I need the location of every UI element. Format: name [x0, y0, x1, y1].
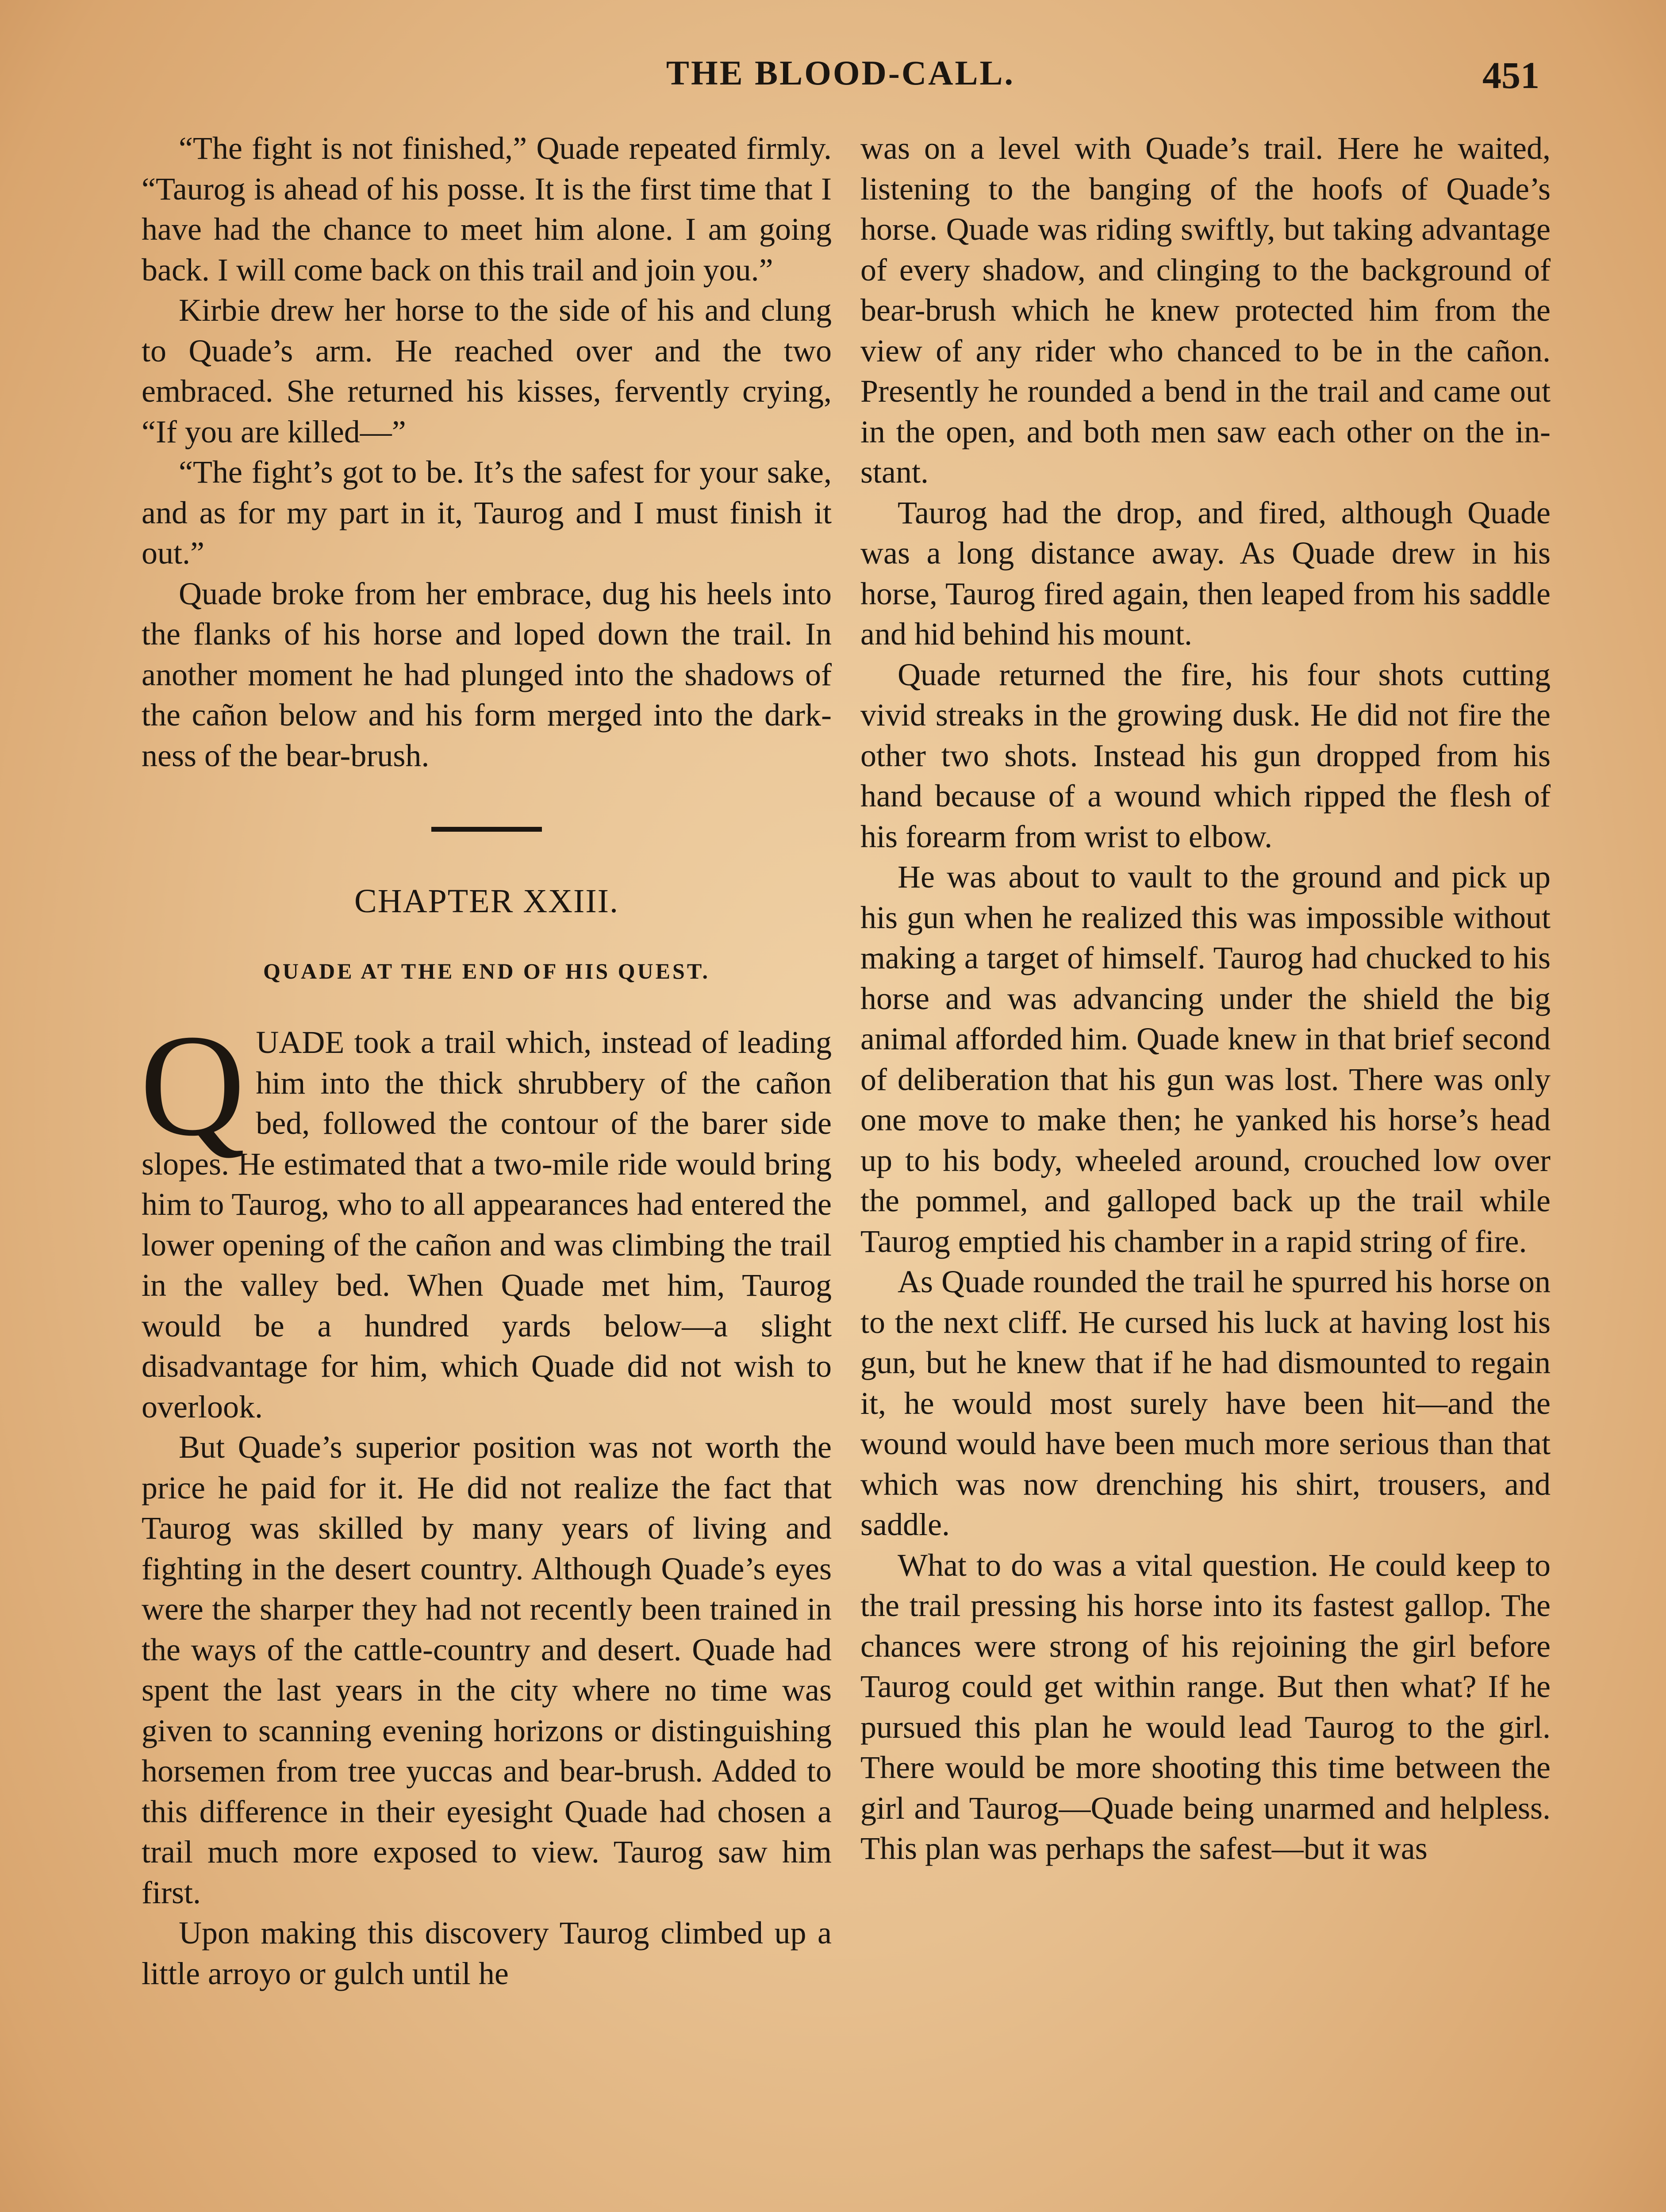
paragraph: What to do was a vital question. He could keep to the trail pressing his horse into its fastest gallop. The chances were strong of his rejoining the girl before Taurog could get within range. But then what? If he pursued this plan he would lead Taurog to the girl. There would be more shooting this time between the girl and Taurog—Quade being unarmed and helpless. This plan was perhaps the safest—but it was: [860, 1547, 1551, 1866]
paragraph-text: UADE took a trail which, instead of leading him into the thick shrubbery of the cañon bed, followed the contour of the barer side slopes. He estimated that a two-mile ride would bring him to Taurog, who to all appearances had entered the lower opening of the cañon and was climbing the trail in the valley bed. When Quade met him, Taurog would be a hundred yards below—a slight disadvantage for him, which Quade did not wish to overlook.: [142, 1025, 832, 1425]
paragraph: Upon making this discovery Taurog climbed up a little arroyo or gulch until he: [142, 1915, 832, 1991]
paragraph: “The fight is not finished,” Quade repeated firmly. “Taurog is ahead of his posse. It is the first time that I have had the chance to meet him alone. I am going back. I will come back on this trail and join you.”: [142, 131, 832, 288]
paragraph-continuation: was on a level with Quade’s trail. Here he waited, listening to the banging of the hoofs of Quade’s horse. Quade was riding swiftly, but taking advantage of every shadow, and clinging to the background of bear-brush which he knew protected him from the view of any rider who chanced to be in the cañon. Presently he rounded a bend in the trail and came out in the open, and both men saw each other on the instant.: [860, 131, 1551, 490]
page-header: [142, 53, 1539, 102]
page-number: 451: [1482, 54, 1539, 96]
left-column: [142, 128, 832, 1994]
paragraph: As Quade rounded the trail he spurred his horse on to the next cliff. He cursed his luck at having lost his gun, but he knew that if he had dismounted to regain it, he would most surely have been hit—and the wound would have been much more serious than that which was now drenching his shirt, trousers, and saddle.: [860, 1264, 1551, 1542]
right-column: [860, 128, 1551, 1869]
running-title: THE BLOOD-CALL.: [666, 54, 1015, 92]
chapter-subtitle: QUADE AT THE END OF HIS QUEST.: [263, 958, 710, 983]
paragraph: Taurog had the drop, and fired, although Quade was a long distance away. As Quade drew in his horse, Taurog fired again, then leaped from his saddle and hid behind his mount.: [860, 495, 1551, 652]
paragraph: Quade returned the fire, his four shots cutting vivid streaks in the growing dusk. He did not fire the other two shots. Instead his gun dropped from his hand because of a wound which ripped the flesh of his forearm from wrist to elbow.: [860, 657, 1551, 854]
chapter-opening-paragraph: [140, 1005, 832, 1427]
drop-cap: Q: [140, 1005, 246, 1166]
paragraph: He was about to vault to the ground and pick up his gun when he realized this was impossible without making a target of himself. Taurog had chucked to his horse and was advancing under the shield the big animal afforded him. Quade knew in that brief second of deliberation that his gun was lost. There was only one move to make then; he yanked his horse’s head up to his body, wheeled around, crouched low over the pommel, and galloped back up the trail while Taurog emptied his chamber in a rapid string of fire.: [860, 859, 1551, 1259]
chapter-title: CHAPTER XXIII.: [354, 883, 619, 920]
paragraph: “The fight’s got to be. It’s the safest for your sake, and as for my part in it, Taurog and I must finish it out.”: [142, 454, 832, 571]
paragraph: Kirbie drew her horse to the side of his and clung to Quade’s arm. He reached over and the two embraced. She returned his kisses, fervently crying, “If you are killed—”: [142, 292, 832, 449]
paragraph: But Quade’s superior position was not worth the price he paid for it. He did not realize the fact that Taurog was skilled by many years of living and fighting in the desert country. Although Quade’s eyes were the sharper they had not recently been trained in the ways of the cattle-country and desert. Quade had spent the last years in the city where no time was given to scanning evening horizons or distinguishing horsemen from tree yuccas and bear-brush. Added to this difference in their eyesight Quade had chosen a trail much more exposed to view. Taurog saw him first.: [142, 1429, 832, 1910]
section-divider: [431, 827, 542, 832]
paragraph: Quade broke from her embrace, dug his heels into the flanks of his horse and loped down the trail. In another moment he had plunged into the shadows of the cañon below and his form merged into the darkness of the bear-brush.: [142, 576, 832, 773]
